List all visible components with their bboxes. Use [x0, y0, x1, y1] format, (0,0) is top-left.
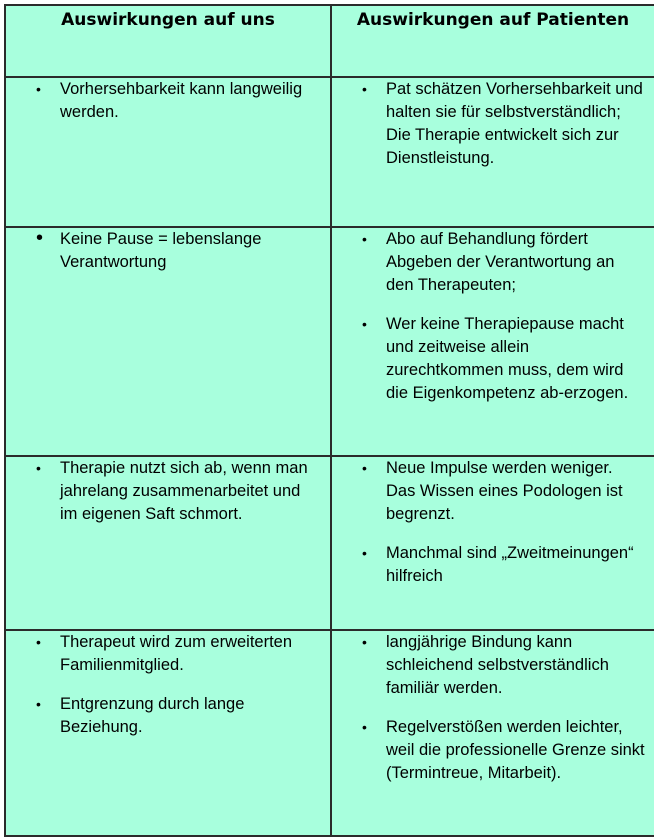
cell-patienten: [331, 77, 654, 227]
list-item: • Keine Pause = lebenslange Verantwortung: [36, 227, 262, 271]
list-item: • Regelverstößen werden leichter, weil die professionelle Grenze sinkt (Termintreue, Mitarbeit).: [362, 718, 645, 782]
table-row: [5, 227, 654, 456]
bullet-icon: •: [362, 719, 367, 735]
cell-patienten: [331, 630, 654, 836]
list-item: • Neue Impulse werden weniger. Das Wissen eines Podologen ist begrenzt.: [362, 459, 623, 523]
bullet-icon: •: [362, 545, 367, 561]
bullet-icon: •: [36, 227, 44, 249]
list-item: • Manchmal sind „Zweitmeinungen“ hilfreich: [362, 544, 634, 585]
table-row: [5, 456, 654, 630]
cell-uns: [5, 456, 331, 630]
header-uns: Auswirkungen auf uns: [5, 5, 331, 77]
bullet-icon: •: [362, 460, 367, 476]
cell-patienten: [331, 227, 654, 456]
cell-uns: [5, 630, 331, 836]
list-item: • Abo auf Behandlung fördert Abgeben der Verantwortung an den Therapeuten;: [362, 230, 615, 294]
bullet-icon: •: [362, 634, 367, 650]
list-item: • Therapeut wird zum erweiterten Familienmitglied.: [36, 633, 293, 674]
bullet-icon: •: [36, 81, 41, 97]
bullet-icon: •: [36, 634, 41, 650]
cell-patienten: [331, 456, 654, 630]
list-item: • Therapie nutzt sich ab, wenn man jahrelang zusammenarbeitet und im eigenen Saft schmort.: [36, 459, 308, 523]
list-item: • Pat schätzen Vorhersehbarkeit und halten sie für selbstverständlich; Die Therapie entwickelt sich zur Dienstleistung.: [362, 80, 643, 167]
bullet-icon: •: [362, 316, 367, 332]
cell-uns: [5, 77, 331, 227]
bullet-icon: •: [362, 231, 367, 247]
list-item: • Entgrenzung durch lange Beziehung.: [36, 695, 245, 736]
bullet-icon: •: [36, 460, 41, 476]
table-row: [5, 630, 654, 836]
header-patienten: Auswirkungen auf Patienten: [331, 5, 654, 77]
cell-uns: [5, 227, 331, 456]
list-item: • langjährige Bindung kann schleichend selbstverständlich familiär werden.: [362, 633, 609, 697]
header-row: [5, 5, 654, 77]
table-row: [5, 77, 654, 227]
list-item: • Wer keine Therapiepause macht und zeitweise allein zurechtkommen muss, dem wird die Eigenkompetenz ab-erzogen.: [362, 315, 629, 402]
bullet-icon: •: [362, 81, 367, 97]
bullet-icon: •: [36, 696, 41, 712]
list-item: • Vorhersehbarkeit kann langweilig werden.: [36, 80, 303, 121]
comparison-table: [4, 4, 654, 837]
